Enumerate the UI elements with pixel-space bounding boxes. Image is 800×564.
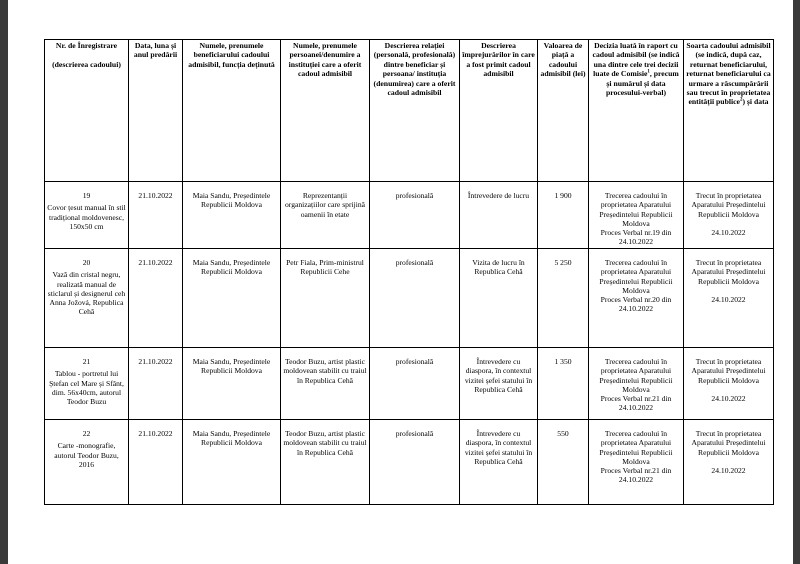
cell-beneficiar: Maia Sandu, Președintele Republicii Moldova	[183, 249, 281, 348]
header-oferent: Numele, prenumele persoanei/denumire a instituției care a oferit cadoul admisibil	[281, 40, 370, 182]
cell-oferent: Teodor Buzu, artist plastic moldovean stabilit cu traiul în Republica Cehă	[281, 420, 370, 505]
cell-relatie: profesională	[370, 348, 460, 420]
cell-valoare: 1 350	[538, 348, 589, 420]
cell-data: 21.10.2022	[129, 182, 183, 249]
cell-imprejurari: Întrevedere cu diaspora, în contextul vizitei șefei statului în Republica Cehă	[460, 420, 538, 505]
cell-beneficiar: Maia Sandu, Președintele Republicii Moldova	[183, 348, 281, 420]
cell-data: 21.10.2022	[129, 249, 183, 348]
cell-imprejurari: Întrevedere cu diaspora, în contextul vizitei șefei statului în Republica Cehă	[460, 348, 538, 420]
header-relatie: Descrierea relației (personală, profesională) dintre beneficiar și persoana/ instituția (denumirea) care a oferit cadoul admisibil	[370, 40, 460, 182]
cell-decizie: Trecerea cadoului în proprietatea Aparatului Președintelui Republicii Moldova Proces Verbal nr.20 din 24.10.2022	[589, 249, 684, 348]
cell-beneficiar: Maia Sandu, Președintele Republicii Moldova	[183, 420, 281, 505]
cell-imprejurari: Întrevedere de lucru	[460, 182, 538, 249]
cell-relatie: profesională	[370, 182, 460, 249]
cell-nr: 19 Covor țesut manual în stil tradițional moldovenesc, 150x50 cm	[45, 182, 129, 249]
table-row	[45, 182, 774, 249]
cell-beneficiar: Maia Sandu, Președintele Republicii Moldova	[183, 182, 281, 249]
cell-decizie: Trecerea cadoului în proprietatea Aparatului Președintelui Republicii Moldova Proces Verbal nr.21 din 24.10.2022	[589, 348, 684, 420]
cell-oferent: Petr Fiala, Prim-ministrul Republicii Cehe	[281, 249, 370, 348]
cell-valoare: 5 250	[538, 249, 589, 348]
cell-nr: 22 Carte -monografie, autorul Teodor Buzu, 2016	[45, 420, 129, 505]
cell-nr: 20 Vază din cristal negru, realizată manual de sticlarul și designerul ceh Anna Jožová, Republica Cehă	[45, 249, 129, 348]
header-beneficiar: Numele, prenumele beneficiarului cadoului admisibil, funcția deținută	[183, 40, 281, 182]
cell-relatie: profesională	[370, 420, 460, 505]
cell-oferent: Reprezentanții organizațiilor care sprijină oamenii în etate	[281, 182, 370, 249]
header-imprejurari: Descrierea împrejurărilor în care a fost primit cadoul admisibil	[460, 40, 538, 182]
header-decizie: Decizia luată în raport cu cadoul admisibil (se indică una dintre cele trei decizii luate de Comisie$^1$, precum și numărul și data procesului-verbal)	[589, 40, 684, 182]
cell-oferent: Teodor Buzu, artist plastic moldovean stabilit cu traiul în Republica Cehă	[281, 348, 370, 420]
cell-imprejurari: Vizita de lucru în Republica Cehă	[460, 249, 538, 348]
cell-relatie: profesională	[370, 249, 460, 348]
table-row	[45, 348, 774, 420]
gifts-register-table	[44, 39, 774, 505]
header-soarta: Soarta cadoului admisibil (se indică, după caz, returnat beneficiarului, returnat beneficiarului ca urmare a răscumpărării sau trecut în proprietatea entității publice$^2$) și data	[684, 40, 774, 182]
table-row	[45, 249, 774, 348]
cell-valoare: 550	[538, 420, 589, 505]
header-nr: Nr. de Înregistrare (descrierea cadoului)	[45, 40, 129, 182]
document-page	[8, 0, 793, 564]
cell-nr: 21 Tablou - portretul lui Ștefan cel Mare și Sfânt, dim. 56x40cm, autorul Teodor Buzu	[45, 348, 129, 420]
cell-data: 21.10.2022	[129, 420, 183, 505]
cell-soarta: Trecut în proprietatea Aparatului Președintelui Republicii Moldova 24.10.2022	[684, 249, 774, 348]
header-data: Data, luna și anul predării	[129, 40, 183, 182]
cell-valoare: 1 900	[538, 182, 589, 249]
header-valoare: Valoarea de piață a cadoului admisibil (lei)	[538, 40, 589, 182]
cell-decizie: Trecerea cadoului în proprietatea Aparatului Președintelui Republicii Moldova Proces Verbal nr.19 din 24.10.2022	[589, 182, 684, 249]
table-header-row	[45, 40, 774, 182]
cell-soarta: Trecut în proprietatea Aparatului Președintelui Republicii Moldova 24.10.2022	[684, 182, 774, 249]
table-row	[45, 420, 774, 505]
cell-data: 21.10.2022	[129, 348, 183, 420]
cell-decizie: Trecerea cadoului în proprietatea Aparatului Președintelui Republicii Moldova Proces Verbal nr.21 din 24.10.2022	[589, 420, 684, 505]
cell-soarta: Trecut în proprietatea Aparatului Președintelui Republicii Moldova 24.10.2022	[684, 420, 774, 505]
cell-soarta: Trecut în proprietatea Aparatului Președintelui Republicii Moldova 24.10.2022	[684, 348, 774, 420]
